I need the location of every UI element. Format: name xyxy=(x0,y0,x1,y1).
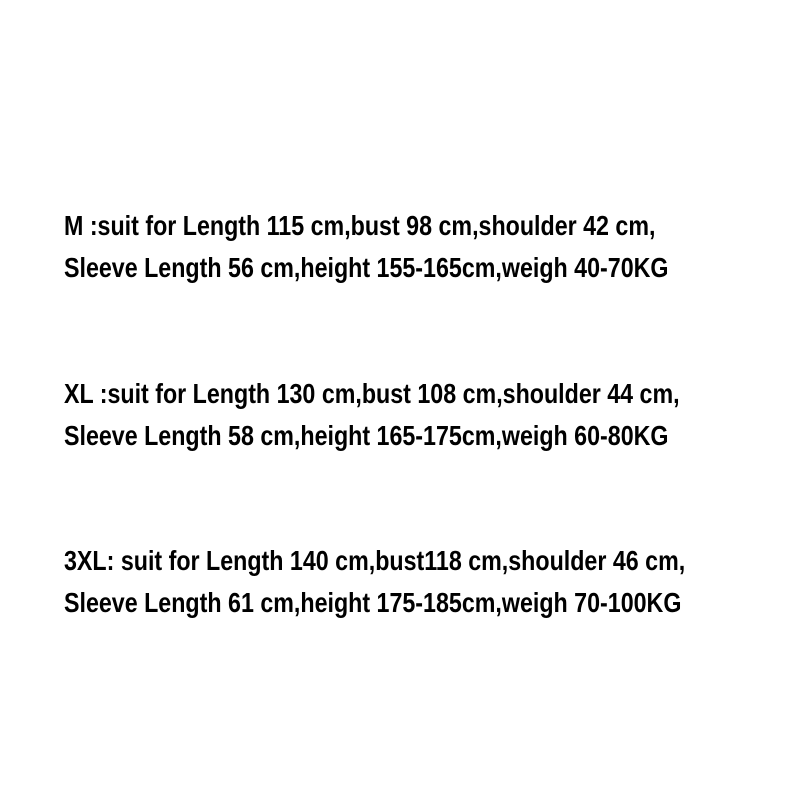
size-entry-xl-line-2: Sleeve Length 58 cm,height 165-175cm,weigh 60-80KG xyxy=(64,420,669,451)
size-entry-m-line-2: Sleeve Length 56 cm,height 155-165cm,weigh 40-70KG xyxy=(64,252,669,283)
size-entry-3xl xyxy=(64,540,800,624)
size-entry-3xl-line-2: Sleeve Length 61 cm,height 175-185cm,weigh 70-100KG xyxy=(64,587,682,618)
size-entry-xl-line-1: XL :suit for Length 130 cm,bust 108 cm,shoulder 44 cm, xyxy=(64,378,680,409)
size-entry-xl xyxy=(64,373,800,457)
size-entry-m xyxy=(64,205,792,289)
size-entry-3xl-line-1: 3XL: suit for Length 140 cm,bust118 cm,shoulder 46 cm, xyxy=(64,545,686,576)
size-entry-m-line-1: M :suit for Length 115 cm,bust 98 cm,shoulder 42 cm, xyxy=(64,210,656,241)
